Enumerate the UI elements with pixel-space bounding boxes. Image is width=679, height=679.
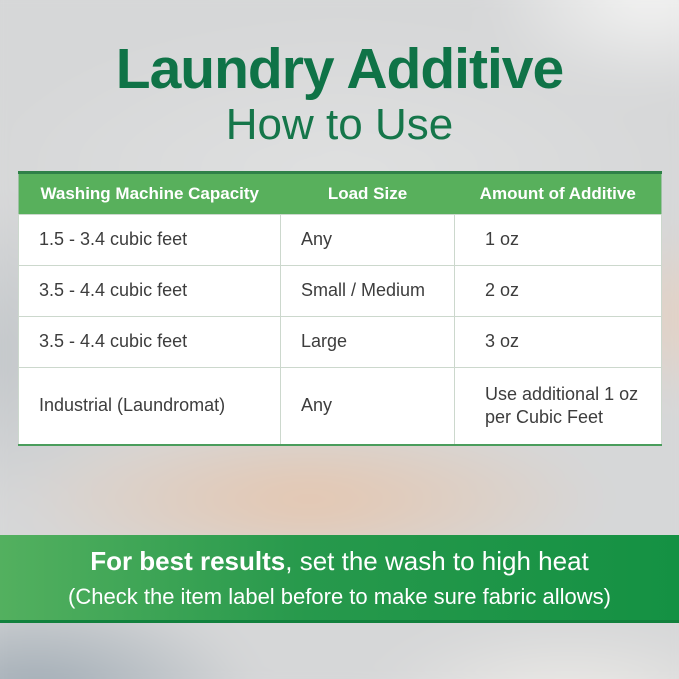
cell-amount: Use additional 1 oz per Cubic Feet	[455, 368, 662, 446]
cell-load-size: Small / Medium	[281, 266, 455, 317]
cell-load-size: Any	[281, 368, 455, 446]
title-block	[0, 0, 679, 148]
banner-line2: (Check the item label before to make sure fabric allows)	[68, 583, 611, 609]
table-row	[19, 368, 662, 446]
column-header-load-size: Load Size	[281, 173, 455, 215]
footer-banner	[0, 535, 679, 623]
cell-amount: 3 oz	[455, 317, 662, 368]
page-subtitle: How to Use	[225, 99, 454, 149]
cell-capacity: Industrial (Laundromat)	[19, 368, 281, 446]
cell-amount: 1 oz	[455, 215, 662, 266]
cell-amount: 2 oz	[455, 266, 662, 317]
cell-capacity: 1.5 - 3.4 cubic feet	[19, 215, 281, 266]
usage-table-header	[19, 173, 662, 215]
usage-table	[18, 171, 662, 446]
cell-capacity: 3.5 - 4.4 cubic feet	[19, 317, 281, 368]
cell-capacity: 3.5 - 4.4 cubic feet	[19, 266, 281, 317]
banner-line1	[90, 546, 589, 577]
page-title: Laundry Additive	[115, 37, 564, 101]
banner-line1-rest: , set the wash to high heat	[285, 545, 589, 576]
banner-line1-bold: For best results	[90, 545, 286, 576]
usage-table-body	[19, 215, 662, 446]
cell-load-size: Any	[281, 215, 455, 266]
column-header-capacity: Washing Machine Capacity	[19, 173, 281, 215]
table-row	[19, 317, 662, 368]
header-row	[19, 173, 662, 215]
column-header-amount: Amount of Additive	[455, 173, 662, 215]
table-row	[19, 215, 662, 266]
cell-load-size: Large	[281, 317, 455, 368]
table-row	[19, 266, 662, 317]
